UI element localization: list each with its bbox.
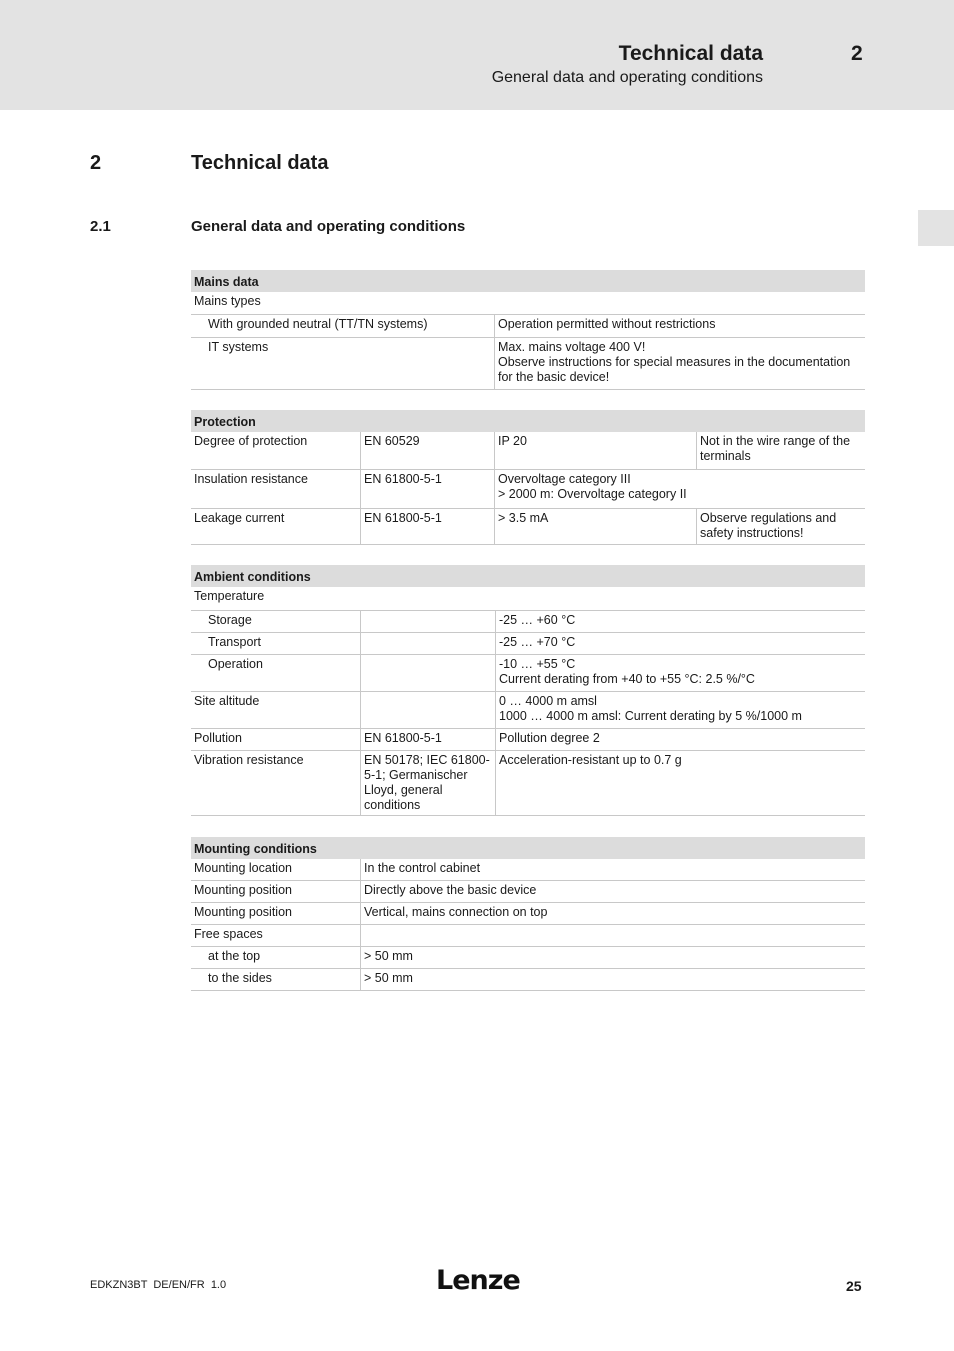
chapter-side-tab	[918, 210, 954, 246]
table-row	[191, 633, 865, 655]
ambient-conditions-table	[191, 565, 865, 816]
heading2-number: 2.1	[90, 218, 111, 235]
row-standard: EN 61800-5-1	[360, 470, 494, 508]
section-header	[191, 565, 865, 587]
page-header-band	[0, 0, 954, 110]
page-number: 25	[846, 1278, 862, 1294]
row-value: > 50 mm	[360, 947, 865, 968]
row-standard	[360, 692, 495, 728]
row-label: Temperature	[194, 589, 265, 603]
row-value: -25 … +70 °C	[495, 633, 865, 654]
row-label: Mounting position	[194, 905, 292, 919]
row-value: -25 … +60 °C	[495, 611, 865, 632]
row-standard: EN 60529	[360, 432, 494, 469]
row-label: Mains types	[194, 294, 261, 308]
row-value: Operation permitted without restrictions	[494, 315, 865, 337]
section-title: Protection	[194, 415, 256, 429]
row-label: Free spaces	[194, 927, 263, 941]
row-standard: EN 50178; IEC 61800-5-1; Germanischer Lloyd, general conditions	[360, 751, 495, 815]
table-row	[191, 903, 865, 925]
row-value: -10 … +55 °C Current derating from +40 to +55 °C: 2.5 %/°C	[495, 655, 865, 691]
table-row	[191, 315, 865, 338]
header-subtitle: General data and operating conditions	[491, 69, 763, 86]
section-title: Ambient conditions	[194, 570, 311, 584]
mains-data-table	[191, 270, 865, 390]
section-title: Mains data	[194, 275, 259, 289]
row-label: Leakage current	[194, 511, 285, 525]
table-row	[191, 925, 865, 947]
table-row	[191, 655, 865, 692]
section-header	[191, 270, 865, 292]
row-value	[360, 925, 865, 946]
row-value: > 50 mm	[360, 969, 865, 990]
row-note: Observe regulations and safety instructions!	[696, 509, 865, 544]
header-title: Technical data	[618, 42, 763, 65]
table-row	[191, 432, 865, 470]
row-value: > 3.5 mA	[494, 509, 696, 544]
mounting-conditions-table	[191, 837, 865, 991]
row-value: 0 … 4000 m amsl 1000 … 4000 m amsl: Current derating by 5 %/1000 m	[495, 692, 865, 728]
section-header	[191, 837, 865, 859]
row-label: Insulation resistance	[194, 472, 308, 486]
table-row	[191, 969, 865, 991]
heading1-number: 2	[90, 152, 102, 174]
section-title: Mounting conditions	[194, 842, 317, 856]
row-value: IP 20	[494, 432, 696, 469]
table-row	[191, 729, 865, 751]
row-label: at the top	[208, 949, 261, 963]
table-row	[191, 587, 865, 611]
row-value: Vertical, mains connection on top	[360, 903, 865, 924]
table-row	[191, 338, 865, 390]
row-label: Degree of protection	[194, 434, 308, 448]
footer-document-id: EDKZN3BT DE/EN/FR 1.0	[90, 1279, 227, 1291]
row-label: Mounting position	[194, 883, 292, 897]
heading1-title: Technical data	[191, 152, 329, 174]
table-row	[191, 751, 865, 816]
table-row	[191, 611, 865, 633]
row-standard: EN 61800-5-1	[360, 729, 495, 750]
row-label: Storage	[208, 613, 252, 627]
table-row	[191, 881, 865, 903]
lenze-logo: Lenze	[436, 1265, 520, 1296]
section-header	[191, 410, 865, 432]
row-value: In the control cabinet	[360, 859, 865, 880]
row-label: IT systems	[208, 340, 269, 354]
row-standard	[360, 633, 495, 654]
row-label: Pollution	[194, 731, 242, 745]
row-value: Acceleration-resistant up to 0.7 g	[495, 751, 865, 815]
row-standard	[360, 611, 495, 632]
table-row	[191, 292, 865, 315]
row-value: Pollution degree 2	[495, 729, 865, 750]
row-label: Vibration resistance	[194, 753, 304, 767]
row-label: With grounded neutral (TT/TN systems)	[208, 317, 428, 331]
row-standard	[360, 655, 495, 691]
row-standard: EN 61800-5-1	[360, 509, 494, 544]
table-row	[191, 859, 865, 881]
protection-table	[191, 410, 865, 545]
row-label: Mounting location	[194, 861, 292, 875]
row-note: Not in the wire range of the terminals	[696, 432, 865, 469]
row-label: Transport	[208, 635, 262, 649]
table-row	[191, 692, 865, 729]
header-chapter-number: 2	[851, 42, 863, 65]
table-row	[191, 509, 865, 545]
heading2-title: General data and operating conditions	[191, 218, 466, 235]
row-label: Operation	[208, 657, 263, 671]
table-row	[191, 470, 865, 509]
row-value: Overvoltage category III > 2000 m: Overvoltage category II	[494, 470, 865, 508]
row-label: Site altitude	[194, 694, 260, 708]
row-value: Directly above the basic device	[360, 881, 865, 902]
row-label: to the sides	[208, 971, 272, 985]
row-value: Max. mains voltage 400 V! Observe instructions for special measures in the documentation for the basic device!	[494, 338, 865, 389]
table-row	[191, 947, 865, 969]
